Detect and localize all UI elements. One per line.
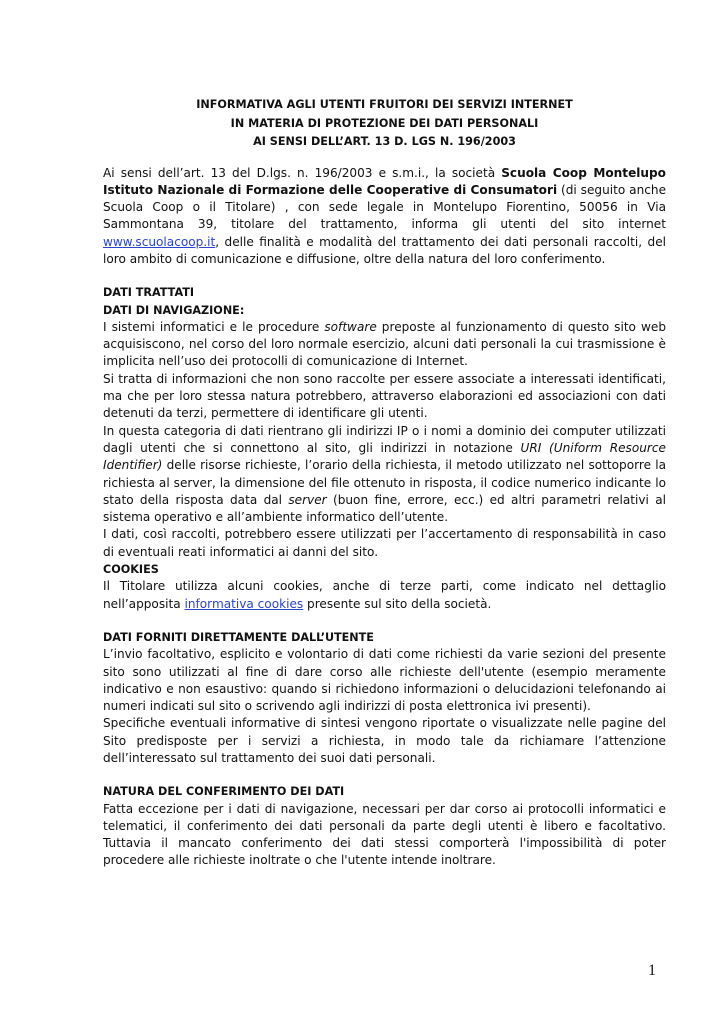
- website-link[interactable]: www.scuolacoop.it: [103, 234, 216, 249]
- navigazione-paragraph-4: I dati, così raccolti, potrebbero essere utilizzati per l’accertamento di responsabilità in caso di eventuali reati informatici ai danni del sito.: [103, 527, 666, 559]
- navigazione-paragraph-1: [103, 319, 666, 371]
- title-line-3: AI SENSI DELL’ART. 13 D. LGS N. 196/2003: [253, 135, 516, 148]
- title-line-1: INFORMATIVA AGLI UTENTI FRUITORI DEI SERVIZI INTERNET: [196, 98, 573, 111]
- text-span: delle risorse richieste, l’orario della richiesta, il metodo utilizzato nel sottoporre la richiesta al server, la dimensione del file ottenuto in risposta, il codice numerico indicante lo stato della risposta data dal: [103, 458, 666, 507]
- cookie-policy-link[interactable]: informativa cookies: [184, 596, 304, 611]
- dati-forniti-paragraph-1: L’invio facoltativo, esplicito e volontario di dati come richiesti da varie sezioni del presente sito sono utilizzati al fine di dare corso alle richieste dell'utente (esempio meramente indicativo e non esaustivo: quando si richiedono informazioni o delucidazioni telefonando ai numeri indicati sul sito o scrivendo agli indirizzi di posta elettronica ivi presenti).: [103, 647, 666, 714]
- heading-dati-forniti: DATI FORNITI DIRETTAMENTE DALL’UTENTE: [103, 630, 374, 644]
- natura-paragraph: Fatta eccezione per i dati di navigazione, necessari per dar corso ai protocolli informatici e telematici, il conferimento dei dati personali da parte degli utenti è libero e facoltativo. Tuttavia il mancato conferimento dei dati stessi comporterà l'impossibilità di poter procedere alle richieste inoltrate o che l'utente intende inoltrare.: [103, 801, 666, 868]
- company-name: Scuola Coop Montelupo Istituto Nazionale di Formazione delle Cooperative di Consumatori: [103, 165, 666, 197]
- heading-dati-navigazione: DATI DI NAVIGAZIONE:: [103, 303, 245, 317]
- cookies-paragraph: [103, 578, 666, 613]
- emphasis-uri: URI (Uniform Resource Identifier): [103, 440, 666, 473]
- text-span: I sistemi informatici e le procedure: [103, 319, 325, 334]
- text-span: (buon fine, errore, ecc.) ed altri parametri relativi al sistema operativo e all’ambiente informatico dell’utente.: [103, 492, 666, 525]
- heading-cookies: COOKIES: [103, 563, 159, 577]
- intro-text-1: Ai sensi dell’art. 13 del D.lgs. n. 196/2003 e s.m.i., la società: [103, 165, 502, 180]
- text-span: In questa categoria di dati rientrano gli indirizzi IP o i nomi a dominio dei computer utilizzati dagli utenti che si connettono al sito, gli indirizzi in notazione: [103, 423, 666, 455]
- emphasis-server: server: [288, 492, 327, 507]
- document-title: [103, 96, 666, 152]
- document-page: [103, 96, 666, 870]
- navigazione-paragraph-3: [103, 423, 666, 527]
- dati-forniti-paragraph-2: Specifiche eventuali informative di sintesi vengono riportate o visualizzate nelle pagine del Sito predisposte per i servizi a richiesta, in modo tale da richiamare l’attenzione dell’interessato sul trattamento dei suoi dati personali.: [103, 716, 666, 765]
- title-line-2: IN MATERIA DI PROTEZIONE DEI DATI PERSONALI: [230, 116, 539, 130]
- emphasis-software: software: [324, 319, 377, 334]
- heading-natura-conferimento: NATURA DEL CONFERIMENTO DEI DATI: [103, 785, 345, 799]
- intro-text-3: , delle finalità e modalità del trattamento dei dati personali raccolti, del loro ambito di comunicazione e diffusione, oltre della natura del loro conferimento.: [103, 234, 666, 266]
- intro-text-2: (di seguito anche Scuola Coop o il Titolare) , con sede legale in Montelupo Fiorentino, 50056 in Via Sammontana 39, titolare del trattamento, informa gli utenti del sito internet: [103, 182, 667, 232]
- navigazione-paragraph-2: Si tratta di informazioni che non sono raccolte per essere associate a interessati identificati, ma che per loro stessa natura potrebbero, attraverso elaborazioni ed associazioni con dati detenuti da terzi, permettere di identificare gli utenti.: [103, 371, 666, 421]
- text-span: preposte al funzionamento di questo sito web acquisiscono, nel corso del loro normale esercizio, alcuni dati personali la cui trasmissione è implicita nell’uso dei protocolli di comunicazione di Internet.: [103, 319, 666, 369]
- text-span: Il Titolare utilizza alcuni cookies, anche di terze parti, come indicato nel dettaglio nell’apposita: [103, 579, 666, 611]
- heading-dati-trattati: DATI TRATTATI: [103, 286, 195, 300]
- text-span: presente sul sito della società.: [303, 596, 492, 611]
- intro-paragraph: [103, 165, 666, 269]
- page-number: 1: [648, 962, 656, 979]
